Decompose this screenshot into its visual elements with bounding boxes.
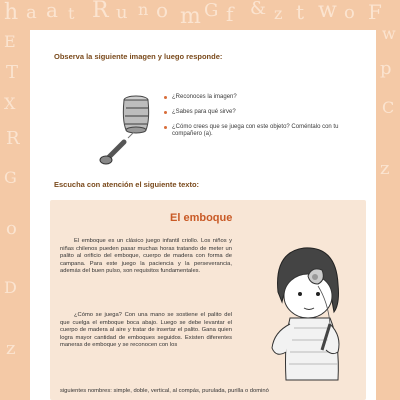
bg-letter: o [156, 0, 169, 22]
bg-letter: G [204, 0, 219, 21]
reading-paragraph: ¿Cómo se juega? Con una mano se sostiene el palito del que cuelga el emboque boca abajo. Luego se debe levantar el cuerpo de madera al aire y tratar de insertar el palito. Gana quien logra mayor cantidad de emboques seguidos. Existen diferentes maneras de emboque y se reconocen con los [60, 312, 232, 349]
reading-title: El emboque [170, 212, 233, 224]
bg-letter: a [26, 2, 37, 23]
bg-letter: T [6, 62, 19, 83]
bg-letter: f [226, 2, 234, 26]
bg-letter: D [4, 278, 17, 297]
listen-heading: Escucha con atención el siguiente texto: [54, 180, 200, 189]
bg-letter: w [318, 0, 337, 23]
bg-letter: w [382, 24, 396, 43]
bg-letter: h [4, 0, 19, 25]
emboque-toy-icon [98, 86, 158, 166]
emboque-bell [123, 96, 148, 133]
girl-playing-emboque-icon [238, 232, 358, 382]
bg-letter: E [4, 32, 16, 51]
bg-letter: z [274, 4, 283, 23]
reading-paragraph: siguientes nombres: simple, doble, vertical, al compás, purulada, purilla o dominó [60, 388, 269, 394]
bg-letter: m [180, 4, 201, 29]
bg-letter: X [4, 94, 16, 113]
bg-letter: o [6, 218, 17, 239]
girl-face [284, 274, 332, 318]
bg-letter: t [68, 4, 75, 23]
bg-letter: C [382, 98, 395, 117]
bg-letter: z [380, 158, 390, 179]
reading-box [50, 200, 366, 400]
reading-paragraph: El emboque es un clásico juego infantil criollo. Los niños y niñas chilenos pueden pasar muchas horas tratando de meter un palito al orificio del emboque, cuerpo de madera con forma de campana. Para este juego la paciencia y la perseverancia, además del buen pulso, son requisitos fundamentales. [60, 238, 232, 275]
bg-letter: G [4, 168, 17, 187]
question-list [164, 94, 364, 146]
observe-heading: Observa la siguiente imagen y luego responde: [54, 52, 223, 61]
bg-letter: & [250, 0, 267, 19]
bg-letter: R [92, 0, 109, 23]
bg-letter: u [116, 2, 128, 23]
bg-letter: n [138, 0, 149, 19]
bg-letter: a [46, 0, 58, 22]
question-item: ¿Cómo crees que se juega con este objeto? Coméntalo con tu compañero (a). [164, 124, 364, 138]
bg-letter: t [296, 0, 305, 24]
question-item: ¿Reconoces la imagen? [164, 94, 364, 101]
bg-letter: R [6, 128, 20, 149]
emboque-stick [100, 132, 134, 164]
question-item: ¿Sabes para qué sirve? [164, 109, 364, 116]
bg-letter: p [380, 58, 392, 79]
bg-letter: F [368, 0, 382, 24]
worksheet-page [30, 30, 376, 400]
bg-letter: z [6, 338, 16, 359]
bg-letter: o [344, 2, 355, 23]
